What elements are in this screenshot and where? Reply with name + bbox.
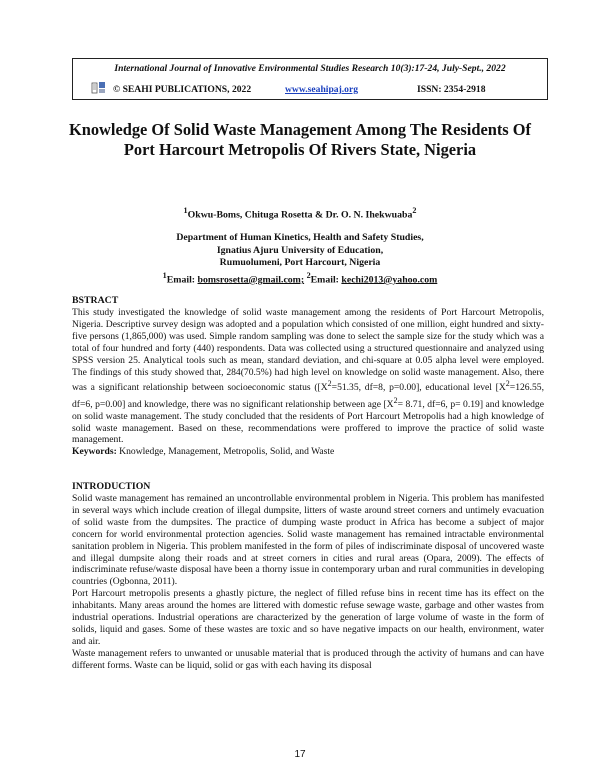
email1-link[interactable]: bomsrosetta@gmail.com; — [197, 274, 305, 286]
email2-link[interactable]: kechi2013@yahoo.com — [341, 274, 438, 286]
affiliation-university: Ignatius Ajuru University of Education, — [216, 244, 384, 256]
affiliation-department: Department of Human Kinetics, Health and Safety Studies, — [176, 232, 424, 243]
intro-paragraph-2: Port Harcourt metropolis presents a ghastly picture, the neglect of filled refuse bins in recent time has its effect on the inhabitants. Many areas around the homes are littered with domestic refuse sewage waste, garbage and other wastes from industrial operations. Industrial operations are characterized by the generation of large volume of waste in the form of solids, liquid and gases. Some of these wastes are toxic and so have negative impacts on our health, environment, water and air. — [72, 588, 544, 647]
introduction-body — [72, 493, 544, 672]
keywords-list: Knowledge, Management, Metropolis, Solid, and Waste — [119, 446, 335, 458]
author-names: Okwu-Boms, Chituga Rosetta & Dr. O. N. Ihekwuaba — [187, 209, 413, 221]
publisher-copyright: © SEAHI PUBLICATIONS, 2022 — [113, 84, 252, 95]
author1-superscript: 1 — [183, 206, 188, 215]
journal-citation: International Journal of Innovative Environmental Studies Research 10(3):17-24, July-Sept., 2022 — [114, 63, 506, 74]
email-line: $^1$Email: bomsrosetta@gmail.com; $^2$Email: kechi2013@yahoo.com — [162, 270, 438, 286]
abstract-body: This study investigated the knowledge of solid waste management among the residents of Port Harcourt Metropolis, Nigeria. Descriptive survey design was adopted and a population which consisted of one million, eight hundred and sixty-five persons (1,865,000) was used. Simple random sampling was done to select the sample size for the study which was a total of four hundred and forty (440) respondents. Data was collected using a structured questionnaire and analyzed using SPSS version 25. Analytical tools such as mean, standard deviation, and chi-square at 0.05 alpha level were employed. The findings of this study showed that, 284(70.5%) had high level on knowledge on solid waste management. Also, there was a significant relationship between socioeconomic status ([$X^2=51.35$, df=8, p=0.00], educational level [$X^2=126.55$, df=6, p=0.00] and knowledge, there was no significant relationship between age [$X^2= 8.71$, df=6, p= 0.19] and knowledge on solid waste management. The study concluded that the residents of Port Harcourt Metropolis had a high knowledge of solid waste management. Based on these, recommendations were proffered to improve the practice of solid waste management. Keywords: Knowledge, Management, Metropolis, Solid, and Waste — [72, 307, 544, 458]
abstract-heading: BSTRACT — [72, 295, 119, 306]
journal-website-link[interactable]: www.seahipaj.org — [285, 84, 359, 95]
affiliation-block — [60, 232, 540, 287]
publisher-line — [73, 81, 547, 97]
intro-paragraph-1: Solid waste management has remained an uncontrollable environmental problem in Nigeria. This problem has manifested in several ways which include creation of illegal dumpsite, litters of waste around street corners and untimely evacuation of solid waste from the dumpsites. The practice of dumping waste product in Africa has become a subject of major concern for world environmental protection agencies. Solid waste management has remained intractable environmental sanitation problem in Nigeria. This problem manifested in the form of piles of indiscriminate disposal of uncovered waste and illegal dumpsite along their roads and at street corners in cities and rural areas (Opara, 2009). The effects of indiscriminate refuse/waste disposal have been a thorny issue in contemporary urban and rural communities in developing countries (Ogbonna, 2011). — [72, 493, 544, 588]
journal-header-box — [72, 58, 548, 100]
page-number: 17 — [294, 749, 306, 760]
intro-paragraph-3: Waste management refers to unwanted or unusable material that is produced through the activity of humans and can have different forms. Waste can be liquid, solid or gas with each having its disposal — [72, 647, 544, 671]
paper-title: Knowledge Of Solid Waste Management Among The Residents Of Port Harcourt Metropolis Of Rivers State, Nigeria — [69, 120, 531, 159]
author-line — [60, 206, 540, 220]
keywords-label: Keywords: — [72, 446, 117, 458]
introduction-heading: INTRODUCTION — [72, 481, 151, 492]
author2-superscript: 2 — [412, 206, 417, 215]
publisher-logo-icon — [91, 81, 107, 95]
issn-number: ISSN: 2354-2918 — [417, 84, 486, 95]
affiliation-location: Rumuolumeni, Port Harcourt, Nigeria — [219, 257, 381, 269]
